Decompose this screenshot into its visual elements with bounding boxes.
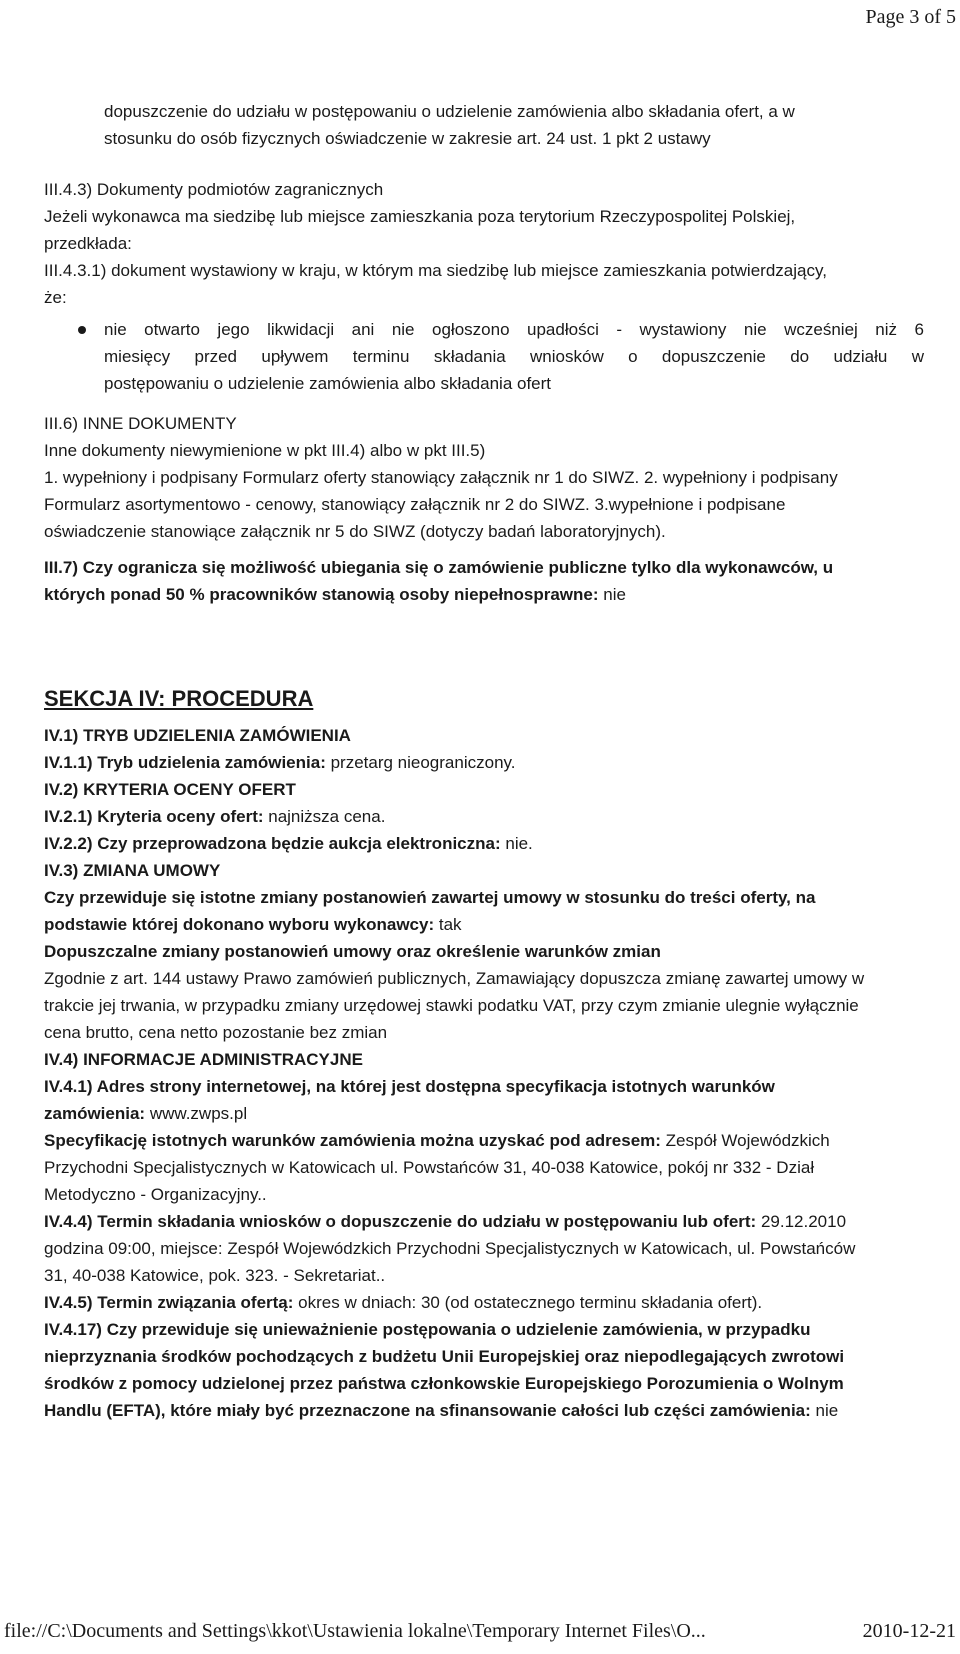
section-title: SEKCJA IV: PROCEDURA [44, 686, 314, 711]
question-text: Czy przewiduje się istotne zmiany postanowień zawartej umowy w stosunku do treści oferty, na [44, 888, 816, 907]
answer-value: tak [434, 915, 462, 934]
question-text: których ponad 50 % pracowników stanowią osoby niepełnosprawne: [44, 585, 599, 604]
disabled-workers-question [44, 554, 924, 608]
text-line: miesięcy przed upływem terminu składania wniosków o dopuszczenie do udziału w [104, 347, 924, 366]
subsection-heading: IV.1) TRYB UDZIELENIA ZAMÓWIENIA [44, 726, 351, 745]
answer-value: nie [810, 1401, 839, 1420]
text-line: przedkłada: [44, 234, 132, 253]
text-line: nie otwarto jego likwidacji ani nie ogłoszono upadłości - wystawiony nie wcześniej niż 6 [104, 320, 924, 339]
text-line: dopuszczenie do udziału w postępowaniu o udzielenie zamówienia albo składania ofert, a w [104, 102, 795, 121]
field-value: najniższa cena. [263, 807, 386, 826]
paragraph-continuation [104, 98, 924, 152]
field-label: IV.1.1) Tryb udzielenia zamówienia: [44, 753, 326, 772]
field-label: IV.4.4) Termin składania wniosków o dopuszczenie do udziału w postępowaniu lub ofert: [44, 1212, 757, 1231]
text-line: stosunku do osób fizycznych oświadczenie w zakresie art. 24 ust. 1 pkt 2 ustawy [104, 129, 711, 148]
text-line: Metodyczno - Organizacyjny.. [44, 1185, 267, 1204]
question-text: IV.4.17) Czy przewiduje się unieważnienie postępowania o udzielenie zamówienia, w przypadku [44, 1320, 811, 1339]
section-heading: III.6) INNE DOKUMENTY [44, 414, 237, 433]
text-line: 31, 40-038 Katowice, pok. 323. - Sekretariat.. [44, 1266, 386, 1285]
print-date: 2010-12-21 [862, 1620, 956, 1642]
text-line: Zgodnie z art. 144 ustawy Prawo zamówień publicznych, Zamawiający dopuszcza zmianę zawartej umowy w [44, 969, 865, 988]
file-path: file://C:\Documents and Settings\kkot\Ustawienia lokalne\Temporary Internet Files\O... [4, 1620, 706, 1642]
field-value: Zespół Wojewódzkich [660, 1131, 830, 1150]
question-text: nieprzyznania środków pochodzących z budżetu Unii Europejskiej oraz niepodlegających zwrotowi [44, 1347, 845, 1366]
text-line: Inne dokumenty niewymienione w pkt III.4) albo w pkt III.5) [44, 441, 486, 460]
other-documents-section [44, 410, 924, 545]
subsection-heading: IV.3) ZMIANA UMOWY [44, 861, 221, 880]
answer-value: nie [598, 585, 626, 604]
text-line: że: [44, 288, 67, 307]
website-link[interactable]: www.zwps.pl [145, 1104, 248, 1123]
text-line: Przychodni Specjalistycznych w Katowicach ul. Powstańców 31, 40-038 Katowice, pokój nr 332 - Dział [44, 1158, 815, 1177]
question-text: Handlu (EFTA), które miały być przeznaczone na sfinansowanie całości lub części zamówienia: [44, 1401, 811, 1420]
page-number-header: Page 3 of 5 [865, 6, 956, 28]
field-value: okres w dniach: 30 (od ostatecznego terminu składania ofert). [293, 1293, 763, 1312]
text-line: postępowaniu o udzielenie zamówienia albo składania ofert [104, 374, 552, 393]
subsection-heading: IV.2) KRYTERIA OCENY OFERT [44, 780, 296, 799]
text-line: trakcie jej trwania, w przypadku zmiany urzędowej stawki podatku VAT, przy czym zmianie ulegnie wyłącznie [44, 996, 859, 1015]
bullet-icon [78, 326, 86, 334]
text-line: godzina 09:00, miejsce: Zespół Wojewódzkich Przychodni Specjalistycznych w Katowicach, ul. Powstańców [44, 1239, 856, 1258]
text-line: oświadczenie stanowiące załącznik nr 5 do SIWZ (dotyczy badań laboratoryjnych). [44, 522, 666, 541]
field-label: Specyfikację istotnych warunków zamówienia można uzyskać pod adresem: [44, 1131, 661, 1150]
question-text: podstawie której dokonano wyboru wykonawcy: [44, 915, 435, 934]
text-line: cena brutto, cena netto pozostanie bez zmian [44, 1023, 388, 1042]
section-heading: III.4.3) Dokumenty podmiotów zagranicznych [44, 180, 384, 199]
bullet-list-item [104, 316, 924, 397]
text-line: 1. wypełniony i podpisany Formularz oferty stanowiący załącznik nr 1 do SIWZ. 2. wypełniony i podpisany [44, 468, 838, 487]
field-label: zamówienia: [44, 1104, 146, 1123]
field-value: przetarg nieograniczony. [325, 753, 516, 772]
text-line: Formularz asortymentowo - cenowy, stanowiący załącznik nr 2 do SIWZ. 3.wypełnione i podpisane [44, 495, 786, 514]
field-label: Dopuszczalne zmiany postanowień umowy oraz określenie warunków zmian [44, 942, 661, 961]
text-line: Jeżeli wykonawca ma siedzibę lub miejsce zamieszkania poza terytorium Rzeczypospolitej Polskiej, [44, 207, 796, 226]
text-line: III.4.3.1) dokument wystawiony w kraju, w którym ma siedzibę lub miejsce zamieszkania potwierdzający, [44, 261, 827, 280]
field-label: IV.4.5) Termin związania ofertą: [44, 1293, 294, 1312]
field-label: IV.2.1) Kryteria oceny ofert: [44, 807, 264, 826]
question-text: środków z pomocy udzielonej przez państwa członkowskie Europejskiego Porozumienia o Wolnym [44, 1374, 844, 1393]
foreign-documents-section [44, 176, 924, 311]
question-text: III.7) Czy ogranicza się możliwość ubiegania się o zamówienie publiczne tylko dla wykonawców, u [44, 558, 834, 577]
subsection-heading: IV.4) INFORMACJE ADMINISTRACYJNE [44, 1050, 363, 1069]
field-value: 29.12.2010 [756, 1212, 847, 1231]
field-value: nie. [500, 834, 533, 853]
procedure-section [44, 722, 924, 1424]
field-label: IV.4.1) Adres strony internetowej, na której jest dostępna specyfikacja istotnych warunków [44, 1077, 775, 1096]
field-label: IV.2.2) Czy przeprowadzona będzie aukcja elektroniczna: [44, 834, 501, 853]
